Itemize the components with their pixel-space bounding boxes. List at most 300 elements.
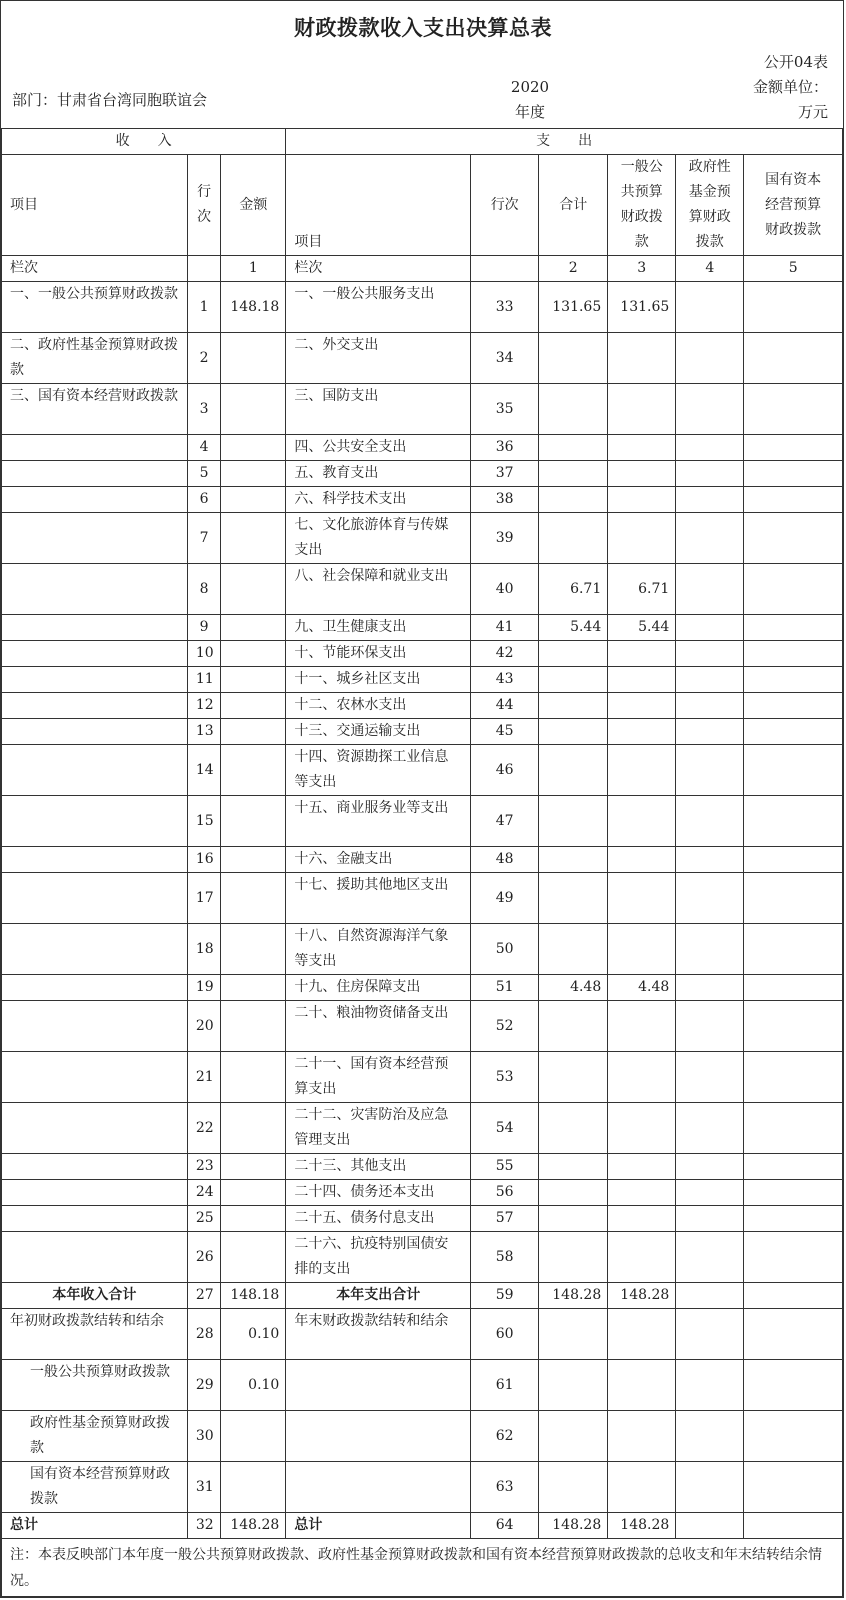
- cell-total: [539, 873, 608, 924]
- page-title: 财政拨款收入支出决算总表: [294, 16, 552, 40]
- cell-exp-no: 55: [471, 1154, 539, 1180]
- cell-exp-item: 二十五、债务付息支出: [286, 1206, 471, 1232]
- cell-general: 5.44: [608, 615, 676, 641]
- cell-inc-no: 7: [187, 513, 221, 564]
- cell-inc-no: 32: [187, 1513, 221, 1539]
- cell-inc-no: 17: [187, 873, 221, 924]
- cell-general: [608, 667, 676, 693]
- cell-inc-no: 30: [187, 1411, 221, 1462]
- cell-exp-no: 43: [471, 667, 539, 693]
- cell-total: [539, 641, 608, 667]
- cell-inc-no: 18: [187, 924, 221, 975]
- cell-fund: [676, 487, 744, 513]
- cell-inc-amt: [221, 1232, 286, 1283]
- col-fund: 政府性基金预算财政拨款: [676, 155, 744, 256]
- cell-fund: [676, 513, 744, 564]
- cell-state: [744, 924, 843, 975]
- cell-fund: [676, 847, 744, 873]
- cell-exp-item: 八、社会保障和就业支出: [286, 564, 471, 615]
- cell-general: [608, 719, 676, 745]
- cell-inc-amt: [221, 1462, 286, 1513]
- table-row: [2, 693, 843, 719]
- cell-inc-amt: [221, 487, 286, 513]
- cell-general: [608, 1360, 676, 1411]
- cell-exp-item: 二十二、灾害防治及应急管理支出: [286, 1103, 471, 1154]
- cell-inc-item: 本年收入合计: [2, 1283, 188, 1309]
- cell-inc-no: 6: [187, 487, 221, 513]
- cell-inc-amt: [221, 1411, 286, 1462]
- cell-fund: [676, 1154, 744, 1180]
- table-row: [2, 487, 843, 513]
- cell-exp-no: 49: [471, 873, 539, 924]
- table-row: [2, 1462, 843, 1513]
- cell-total: [539, 1309, 608, 1360]
- col-index-label-2: 栏次: [286, 256, 471, 282]
- cell-inc-amt: 148.18: [221, 1283, 286, 1309]
- cell-inc-amt: [221, 564, 286, 615]
- cell-general: [608, 924, 676, 975]
- cell-state: [744, 384, 843, 435]
- cell-state: [744, 1103, 843, 1154]
- cell-state: [744, 1309, 843, 1360]
- cell-exp-item: 十五、商业服务业等支出: [286, 796, 471, 847]
- cell-inc-item: [2, 745, 188, 796]
- cell-inc-item: 总计: [2, 1513, 188, 1539]
- cell-general: [608, 1001, 676, 1052]
- cell-inc-no: 23: [187, 1154, 221, 1180]
- cell-general: [608, 435, 676, 461]
- cell-inc-amt: [221, 745, 286, 796]
- cell-inc-no: 19: [187, 975, 221, 1001]
- unit-label: 金额单位：: [752, 78, 828, 96]
- cell-inc-no: 22: [187, 1103, 221, 1154]
- form-code: 公开04表: [763, 53, 828, 71]
- department-label: 部门：甘肃省台湾同胞联谊会: [12, 91, 208, 109]
- cell-total: [539, 513, 608, 564]
- cell-exp-item: [286, 1411, 471, 1462]
- table-note: 注：本表反映部门本年度一般公共预算财政拨款、政府性基金预算财政拨款和国有资本经营预算财政拨款的总收支和年末结转结余情况。: [2, 1539, 843, 1597]
- cell-general: [608, 745, 676, 796]
- cell-inc-amt: [221, 333, 286, 384]
- col-total: 合计: [539, 155, 608, 256]
- cell-fund: [676, 1180, 744, 1206]
- cell-inc-item: [2, 641, 188, 667]
- cell-inc-no: 20: [187, 1001, 221, 1052]
- cell-total: [539, 1052, 608, 1103]
- cell-total: 131.65: [539, 282, 608, 333]
- cell-exp-item: 十八、自然资源海洋气象等支出: [286, 924, 471, 975]
- cell-exp-item: 三、国防支出: [286, 384, 471, 435]
- cell-inc-item: 二、政府性基金预算财政拨款: [2, 333, 188, 384]
- cell-inc-no: 3: [187, 384, 221, 435]
- cell-exp-no: 52: [471, 1001, 539, 1052]
- cell-general: [608, 1052, 676, 1103]
- cell-exp-item: 二十四、债务还本支出: [286, 1180, 471, 1206]
- cell-inc-amt: [221, 641, 286, 667]
- cell-state: [744, 333, 843, 384]
- cell-general: 131.65: [608, 282, 676, 333]
- cell-inc-amt: [221, 667, 286, 693]
- cell-inc-amt: [221, 796, 286, 847]
- cell-total: [539, 384, 608, 435]
- cell-state: [744, 461, 843, 487]
- expense-header: 支 出: [286, 129, 843, 155]
- budget-table: [1, 128, 843, 1597]
- cell-exp-no: 63: [471, 1462, 539, 1513]
- cell-exp-no: 41: [471, 615, 539, 641]
- cell-inc-amt: [221, 1103, 286, 1154]
- cell-fund: [676, 796, 744, 847]
- cell-inc-item: [2, 719, 188, 745]
- cell-inc-no: 21: [187, 1052, 221, 1103]
- cell-total: [539, 487, 608, 513]
- cell-inc-amt: [221, 461, 286, 487]
- cell-fund: [676, 615, 744, 641]
- cell-inc-amt: [221, 615, 286, 641]
- cell-exp-no: 51: [471, 975, 539, 1001]
- cell-state: [744, 1232, 843, 1283]
- cell-inc-amt: 148.18: [221, 282, 286, 333]
- cell-exp-no: 48: [471, 847, 539, 873]
- col-index-2: 2: [539, 256, 608, 282]
- cell-general: [608, 796, 676, 847]
- cell-fund: [676, 924, 744, 975]
- cell-exp-no: 57: [471, 1206, 539, 1232]
- cell-exp-no: 42: [471, 641, 539, 667]
- cell-state: [744, 1462, 843, 1513]
- cell-state: [744, 1052, 843, 1103]
- cell-state: [744, 873, 843, 924]
- cell-total: [539, 1103, 608, 1154]
- cell-inc-no: 28: [187, 1309, 221, 1360]
- cell-inc-no: 31: [187, 1462, 221, 1513]
- cell-total: [539, 1411, 608, 1462]
- cell-fund: [676, 1052, 744, 1103]
- cell-total: [539, 924, 608, 975]
- cell-exp-no: 56: [471, 1180, 539, 1206]
- cell-total: [539, 333, 608, 384]
- cell-state: [744, 745, 843, 796]
- cell-inc-amt: [221, 1154, 286, 1180]
- cell-inc-no: 29: [187, 1360, 221, 1411]
- col-index-5: 5: [744, 256, 843, 282]
- cell-exp-item: [286, 1462, 471, 1513]
- cell-exp-no: 38: [471, 487, 539, 513]
- cell-inc-item: 三、国有资本经营财政拨款: [2, 384, 188, 435]
- cell-fund: [676, 719, 744, 745]
- cell-inc-item: [2, 847, 188, 873]
- cell-exp-no: 53: [471, 1052, 539, 1103]
- cell-exp-item: 二十一、国有资本经营预算支出: [286, 1052, 471, 1103]
- table-row: [2, 1411, 843, 1462]
- table-row: [2, 745, 843, 796]
- cell-inc-amt: [221, 975, 286, 1001]
- cell-exp-no: 64: [471, 1513, 539, 1539]
- cell-fund: [676, 693, 744, 719]
- cell-total: [539, 1232, 608, 1283]
- cell-fund: [676, 1462, 744, 1513]
- cell-exp-item: 十二、农林水支出: [286, 693, 471, 719]
- cell-exp-item: 二、外交支出: [286, 333, 471, 384]
- cell-exp-item: 九、卫生健康支出: [286, 615, 471, 641]
- cell-fund: [676, 282, 744, 333]
- cell-inc-item: [2, 693, 188, 719]
- cell-state: [744, 513, 843, 564]
- table-row: [2, 924, 843, 975]
- cell-inc-no: 14: [187, 745, 221, 796]
- table-row: [2, 461, 843, 487]
- cell-total: [539, 1154, 608, 1180]
- cell-inc-no: 9: [187, 615, 221, 641]
- cell-total: [539, 693, 608, 719]
- cell-exp-no: 60: [471, 1309, 539, 1360]
- column-header-row: [2, 155, 843, 256]
- cell-state: [744, 1180, 843, 1206]
- cell-total: [539, 1462, 608, 1513]
- table-row: [2, 873, 843, 924]
- cell-inc-amt: [221, 384, 286, 435]
- cell-exp-item: 年末财政拨款结转和结余: [286, 1309, 471, 1360]
- cell-fund: [676, 1309, 744, 1360]
- cell-inc-item: 国有资本经营预算财政拨款: [2, 1462, 188, 1513]
- income-header: 收 入: [2, 129, 286, 155]
- cell-inc-amt: [221, 924, 286, 975]
- cell-state: [744, 847, 843, 873]
- cell-inc-item: [2, 1001, 188, 1052]
- cell-fund: [676, 435, 744, 461]
- cell-exp-item: 总计: [286, 1513, 471, 1539]
- col-index-1: 1: [221, 256, 286, 282]
- col-expense-item: 项目: [286, 155, 471, 256]
- cell-inc-no: 1: [187, 282, 221, 333]
- table-row: [2, 975, 843, 1001]
- cell-fund: [676, 461, 744, 487]
- cell-fund: [676, 1103, 744, 1154]
- cell-inc-no: 26: [187, 1232, 221, 1283]
- cell-inc-item: [2, 615, 188, 641]
- cell-general: [608, 1154, 676, 1180]
- cell-inc-item: [2, 461, 188, 487]
- cell-state: [744, 435, 843, 461]
- cell-state: [744, 1411, 843, 1462]
- cell-exp-no: 61: [471, 1360, 539, 1411]
- cell-exp-no: 39: [471, 513, 539, 564]
- table-row: [2, 564, 843, 615]
- table-row: [2, 719, 843, 745]
- cell-total: [539, 1360, 608, 1411]
- cell-inc-item: [2, 1103, 188, 1154]
- cell-exp-no: 33: [471, 282, 539, 333]
- cell-inc-no: 13: [187, 719, 221, 745]
- cell-fund: [676, 1232, 744, 1283]
- cell-total: [539, 435, 608, 461]
- cell-inc-item: [2, 1180, 188, 1206]
- cell-inc-item: [2, 1154, 188, 1180]
- year-label: 年度: [514, 103, 545, 121]
- cell-general: [608, 1411, 676, 1462]
- cell-inc-no: 2: [187, 333, 221, 384]
- cell-inc-no: 25: [187, 1206, 221, 1232]
- cell-inc-item: [2, 1232, 188, 1283]
- unit-value: 万元: [797, 103, 828, 121]
- cell-general: [608, 513, 676, 564]
- cell-exp-no: 58: [471, 1232, 539, 1283]
- cell-inc-no: 8: [187, 564, 221, 615]
- cell-inc-no: 12: [187, 693, 221, 719]
- cell-inc-item: [2, 873, 188, 924]
- cell-total: 6.71: [539, 564, 608, 615]
- table-row: [2, 1206, 843, 1232]
- cell-exp-no: 46: [471, 745, 539, 796]
- cell-exp-item: 四、公共安全支出: [286, 435, 471, 461]
- col-expense-row-no: 行次: [471, 155, 539, 256]
- cell-inc-item: [2, 667, 188, 693]
- cell-general: [608, 641, 676, 667]
- table-row: [2, 847, 843, 873]
- cell-exp-no: 37: [471, 461, 539, 487]
- cell-exp-no: 45: [471, 719, 539, 745]
- cell-exp-item: 十四、资源勘探工业信息等支出: [286, 745, 471, 796]
- table-row: [2, 1103, 843, 1154]
- cell-total: 5.44: [539, 615, 608, 641]
- section-header-row: [2, 129, 843, 155]
- cell-exp-no: 44: [471, 693, 539, 719]
- cell-fund: [676, 1283, 744, 1309]
- cell-total: 148.28: [539, 1283, 608, 1309]
- table-row: [2, 615, 843, 641]
- cell-general: [608, 1309, 676, 1360]
- cell-state: [744, 1360, 843, 1411]
- cell-fund: [676, 384, 744, 435]
- cell-fund: [676, 641, 744, 667]
- cell-total: 4.48: [539, 975, 608, 1001]
- cell-general: [608, 1206, 676, 1232]
- table-row: [2, 796, 843, 847]
- col-income-item: 项目: [2, 155, 188, 256]
- table-row: [2, 1309, 843, 1360]
- cell-exp-no: 62: [471, 1411, 539, 1462]
- cell-inc-item: [2, 564, 188, 615]
- cell-exp-item: 七、文化旅游体育与传媒支出: [286, 513, 471, 564]
- cell-exp-no: 47: [471, 796, 539, 847]
- cell-exp-no: 34: [471, 333, 539, 384]
- cell-exp-item: 二十三、其他支出: [286, 1154, 471, 1180]
- table-row: [2, 1513, 843, 1539]
- cell-state: [744, 1283, 843, 1309]
- cell-fund: [676, 1513, 744, 1539]
- cell-total: [539, 796, 608, 847]
- cell-inc-amt: 148.28: [221, 1513, 286, 1539]
- col-index-label: 栏次: [2, 256, 188, 282]
- cell-state: [744, 975, 843, 1001]
- col-index-3: 3: [608, 256, 676, 282]
- column-index-row: [2, 256, 843, 282]
- cell-fund: [676, 1206, 744, 1232]
- cell-inc-no: 24: [187, 1180, 221, 1206]
- cell-inc-item: 一、一般公共预算财政拨款: [2, 282, 188, 333]
- cell-state: [744, 564, 843, 615]
- cell-inc-item: [2, 796, 188, 847]
- cell-inc-no: 11: [187, 667, 221, 693]
- cell-general: [608, 847, 676, 873]
- cell-inc-item: [2, 975, 188, 1001]
- cell-exp-no: 54: [471, 1103, 539, 1154]
- cell-total: [539, 667, 608, 693]
- cell-total: [539, 1180, 608, 1206]
- table-row: [2, 1154, 843, 1180]
- table-row: [2, 384, 843, 435]
- cell-state: [744, 487, 843, 513]
- cell-exp-no: 40: [471, 564, 539, 615]
- cell-total: 148.28: [539, 1513, 608, 1539]
- cell-general: 4.48: [608, 975, 676, 1001]
- cell-inc-item: [2, 435, 188, 461]
- cell-inc-no: 15: [187, 796, 221, 847]
- col-index-4: 4: [676, 256, 744, 282]
- cell-exp-item: 一、一般公共服务支出: [286, 282, 471, 333]
- cell-fund: [676, 333, 744, 384]
- cell-general: [608, 873, 676, 924]
- cell-general: 148.28: [608, 1513, 676, 1539]
- cell-exp-item: 二十、粮油物资储备支出: [286, 1001, 471, 1052]
- table-row: [2, 435, 843, 461]
- cell-general: 148.28: [608, 1283, 676, 1309]
- cell-inc-amt: [221, 873, 286, 924]
- cell-state: [744, 615, 843, 641]
- cell-inc-no: 16: [187, 847, 221, 873]
- cell-exp-item: 二十六、抗疫特别国债安排的支出: [286, 1232, 471, 1283]
- cell-exp-no: 35: [471, 384, 539, 435]
- cell-inc-amt: 0.10: [221, 1309, 286, 1360]
- cell-general: [608, 333, 676, 384]
- cell-inc-no: 5: [187, 461, 221, 487]
- cell-fund: [676, 745, 744, 796]
- table-row: [2, 282, 843, 333]
- cell-fund: [676, 667, 744, 693]
- cell-general: [608, 487, 676, 513]
- cell-state: [744, 1154, 843, 1180]
- table-row: [2, 1001, 843, 1052]
- cell-exp-no: 50: [471, 924, 539, 975]
- cell-general: [608, 1232, 676, 1283]
- cell-exp-no: 36: [471, 435, 539, 461]
- cell-inc-amt: [221, 1052, 286, 1103]
- cell-inc-item: 年初财政拨款结转和结余: [2, 1309, 188, 1360]
- cell-general: [608, 693, 676, 719]
- note-row: [2, 1539, 843, 1597]
- cell-inc-item: [2, 487, 188, 513]
- cell-inc-item: 一般公共预算财政拨款: [2, 1360, 188, 1411]
- cell-fund: [676, 564, 744, 615]
- cell-general: [608, 1103, 676, 1154]
- cell-inc-amt: [221, 1001, 286, 1052]
- table-row: [2, 1232, 843, 1283]
- cell-total: [539, 461, 608, 487]
- cell-exp-no: 59: [471, 1283, 539, 1309]
- cell-state: [744, 693, 843, 719]
- cell-general: 6.71: [608, 564, 676, 615]
- cell-inc-amt: [221, 1180, 286, 1206]
- cell-inc-no: 10: [187, 641, 221, 667]
- cell-state: [744, 667, 843, 693]
- cell-total: [539, 719, 608, 745]
- cell-inc-item: [2, 1206, 188, 1232]
- cell-total: [539, 745, 608, 796]
- col-income-row-no: 行次: [187, 155, 221, 256]
- cell-inc-no: 27: [187, 1283, 221, 1309]
- cell-total: [539, 1206, 608, 1232]
- cell-state: [744, 641, 843, 667]
